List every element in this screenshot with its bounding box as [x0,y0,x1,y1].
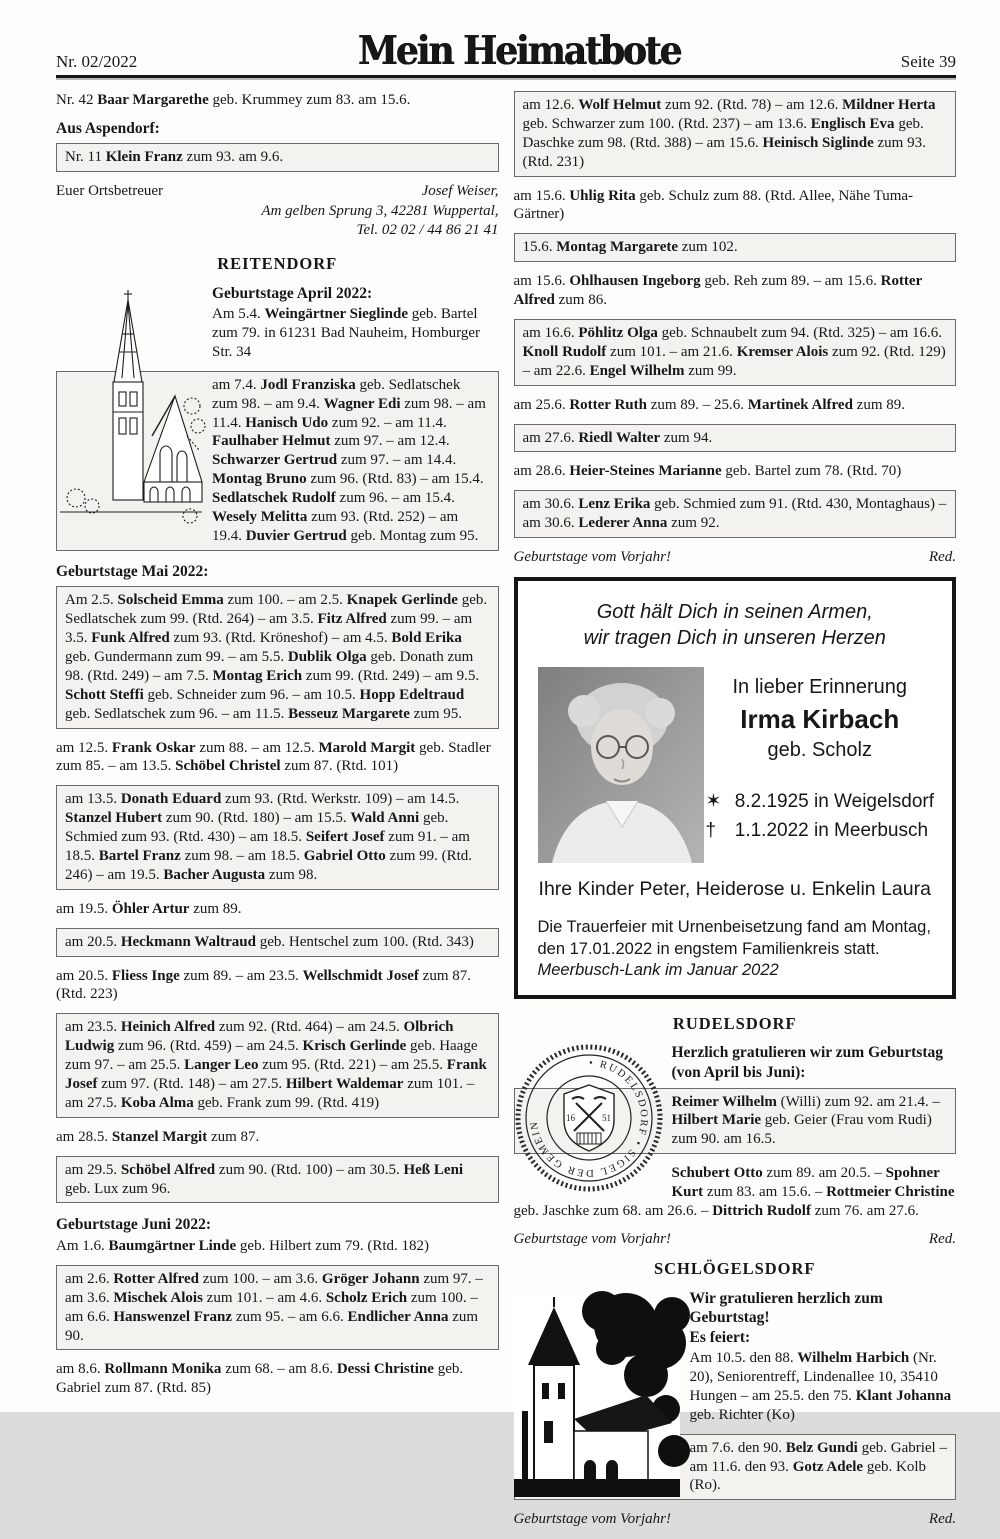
redaktion-signature: Red. [928,1230,956,1247]
seal-year-left: 16 [565,1113,575,1124]
rudelsdorf-entries: Schubert Otto zum 89. am 20.5. – Spohner Kurt zum 83. am 15.6. – Rottmeier Christine geb. Jaschke zum 68. am 26.6. – Dittrich Rudolf zum 76. am 27.6. [513,1165,955,1219]
rudelsdorf-heading: Herzlich gratulieren wir zum Geburtstag (von April bis Juni): [671,1044,943,1081]
april-intro: Am 5.4. Weingärtner Sieglinde geb. Bartel zum 79. in 61231 Bad Nauheim, Homburger Str. 34 [212,306,481,360]
memorial-dates [705,787,934,846]
schloegelsdorf-block [514,1289,957,1511]
juni-para-2: am 15.6. Uhlig Rita geb. Schulz zum 88. (Rtd. Allee, Nähe Tuma-Gärtner) [513,187,914,223]
caretaker-label: Euer Ortsbetreuer [56,183,164,200]
memorial-photo [538,667,704,863]
juni-entries: am 2.6. Rotter Alfred zum 100. – am 3.6. Gröger Johann zum 97. – am 3.6. Mischek Alois zum 101. – am 4.6. Scholz Erich zum 100. – am 6.6. Hanswenzel Franz zum 95. – am 6.6. Endlicher Anna zum 90. [65,1270,483,1344]
memorial-intro: In lieber Erinnerung [732,675,908,698]
birthday-box-juni-5 [514,424,957,453]
reitendorf-april-block [56,284,499,561]
juni-intro: Am 1.6. Baumgärtner Linde geb. Hilbert zum 79. (Rtd. 182) [56,1237,430,1254]
schloegelsdorf-church-photo [514,1291,680,1497]
reitendorf-church-illustration [56,286,202,528]
birthday-box-mai-4 [56,1013,499,1117]
birth-star-icon: ✶ [705,790,722,812]
left-column [56,91,499,1539]
vorjahr-note-row-schloegelsdorf [514,1510,957,1529]
vorjahr-note: Geburtstage vom Vorjahr! [513,1230,671,1247]
juni-para-3: am 15.6. Ohlhausen Ingeborg geb. Reh zum 89. – am 15.6. Rotter Alfred zum 86. [513,273,922,309]
mai-entries-3: am 20.5. Heckmann Waltraud geb. Hentschel zum 100. (Rtd. 343) [65,933,474,950]
memorial-funeral-note [534,917,937,981]
section-title-schloegelsdorf: SCHLÖGELSDORF [653,1258,816,1278]
memorial-death-line [705,816,934,845]
schloegelsdorf-entries-boxed: am 7.6. den 90. Belz Gundi geb. Gabriel – am 11.6. den 93. Gotz Adele geb. Kolb (Ro). [689,1439,947,1494]
juni-entries-4: am 16.6. Pöhlitz Olga geb. Schnaubelt zum 94. (Rtd. 325) – am 16.6. Knoll Rudolf zum 101. – am 21.6. Kremser Alois zum 92. (Rtd. 129) – am 22.6. Engel Wilhelm zum 99. [522,325,946,379]
page-header [56,30,956,72]
death-cross-icon: † [705,820,717,842]
caretaker-name: Josef Weiser, [421,183,499,200]
caretaker-phone: Tel. 02 02 / 44 86 21 41 [356,222,499,239]
schloegelsdorf-heading-line2: Es feiert: [689,1328,751,1346]
birthday-box-juni [56,1265,499,1351]
caretaker-street: Am gelben Sprung 3, 42281 Wuppertal, [261,202,499,219]
mai-entries-1: Am 2.5. Solscheid Emma zum 100. – am 2.5. Knapek Gerlinde geb. Sedlatschek zum 99. (Rtd. 264) – am 3.5. Fitz Alfred zum 99. – am 3.5. Funk Alfred zum 93. (Rtd. Kröneshof) – am 4.5. Bold Erika geb. Gundermann zum 99. – am 5.5. Dublik Olga geb. Donath zum 98. (Rtd. 249) – am 7.5. Montag Erich zum 99. (Rtd. 249) – am 9.5. Schott Steffi geb. Schneider zum 96. – am 10.5. Hopp Edeltraud geb. Sedlatschek zum 96. – am 11.5. Besseuz Margarete zum 95. [65,592,488,722]
memorial-verse-line2: wir tragen Dich in unseren Herzen [583,627,886,650]
birthday-box-mai-5 [56,1156,499,1204]
memorial-verse-line1: Gott hält Dich in seinen Armen, [596,601,873,624]
memorial-place-date: Meerbusch-Lank im Januar 2022 [537,961,779,980]
seal-ring-text: • RUDELSDORF • SIGEL DER GEMEIN [528,1058,649,1179]
birthday-box-mai-1 [56,586,499,728]
juni-para-5: am 28.6. Heier-Steines Marianne geb. Bartel zum 78. (Rtd. 70) [513,463,902,480]
rudelsdorf-entries-boxed: Reimer Wilhelm (Willi) zum 92. am 21.4. – Hilbert Marie geb. Geier (Frau vom Rudi) zum 90. am 16.5. [671,1093,941,1148]
memorial-maiden-name: geb. Scholz [767,738,872,761]
vorjahr-note: Geburtstage vom Vorjahr! [513,1511,671,1528]
memorial-name: Irma Kirbach [740,704,900,734]
redaktion-signature: Red. [928,1511,956,1528]
section-title-reitendorf: REITENDORF [217,253,338,273]
entry-klein: Nr. 11 Klein Franz zum 93. am 9.6. [65,149,284,166]
page-number: Seite 39 [900,52,956,71]
juni-heading: Geburtstage Juni 2022: [56,1216,211,1234]
rudelsdorf-block [514,1043,957,1229]
content-columns [56,91,956,1539]
issue-number: Nr. 02/2022 [56,52,138,71]
birthday-box-mai-2 [56,785,499,889]
vorjahr-note-row [514,548,957,567]
memorial-family-line: Ihre Kinder Peter, Heiderose u. Enkelin Laura [538,877,931,900]
birthday-box-mai-3 [56,928,499,957]
right-column [514,91,957,1539]
header-rule [56,75,956,78]
memorial-birth-line [705,787,934,816]
juni-para-4: am 25.6. Rotter Ruth zum 89. – 25.6. Martinek Alfred zum 89. [513,396,905,413]
mai-entries-2: am 13.5. Donath Eduard zum 93. (Rtd. Werkstr. 109) – am 14.5. Stanzel Hubert zum 90. (Rtd. 180) – am 15.5. Wald Anni geb. Schmied zum 93. (Rtd. 430) – am 18.5. Seifert Josef zum 91. – am 18.5. Bartel Franz zum 98. – am 18.5. Gabriel Otto zum 99. (Rtd. 246) – am 19.5. Bacher Augusta zum 98. [65,791,473,883]
juni-entries-3: 15.6. Montag Margarete zum 102. [522,239,738,256]
juni-entries-5: am 27.6. Riedl Walter zum 94. [522,429,713,446]
memorial-notice [514,577,957,999]
entry-baar: Nr. 42 Baar Margarethe geb. Krummey zum 83. am 15.6. [56,92,411,108]
mai-para-3: am 20.5. Fliess Inge zum 89. – am 23.5. Wellschmidt Josef zum 87. (Rtd. 223) [56,967,471,1003]
vorjahr-note: Geburtstage vom Vorjahr! [513,549,671,566]
mai-entries-4: am 23.5. Heinich Alfred zum 92. (Rtd. 464) – am 24.5. Olbrich Ludwig zum 96. (Rtd. 459) – am 24.5. Krisch Gerlinde geb. Haage zum 97. – am 25.5. Langer Leo zum 95. (Rtd. 221) – am 25.5. Frank Josef zum 97. (Rtd. 148) – am 27.5. Hilbert Waldemar zum 101. – am 27.5. Koba Alma geb. Frank zum 99. (Rtd. 419) [65,1019,487,1111]
masthead-title: Mein Heimatbote [357,28,681,74]
juni-para: am 8.6. Rollmann Monika zum 68. – am 8.6. Dessi Christine geb. Gabriel zum 87. (Rtd. 85) [56,1361,464,1397]
mai-heading: Geburtstage Mai 2022: [56,562,209,580]
birthday-box-juni-4 [514,319,957,386]
birthday-box-klein [56,143,499,172]
mai-para-4: am 28.5. Stanzel Margit zum 87. [56,1128,260,1145]
caretaker-block [56,182,499,241]
memorial-verse [534,599,937,652]
schloegelsdorf-heading-line1: Wir gratulieren herzlich zum Geburtstag! [689,1289,883,1327]
redaktion-signature: Red. [928,549,956,566]
juni-entries-2: am 12.6. Wolf Helmut zum 92. (Rtd. 78) – am 12.6. Mildner Herta geb. Schwarzer zum 100. (Rtd. 237) – am 13.6. Englisch Eva geb. Daschke zum 98. (Rtd. 388) – am 15.6. Heinisch Siglinde zum 93. (Rtd. 231) [522,97,936,170]
seal-year-right: 51 [601,1113,611,1124]
memorial-body [534,667,937,863]
schloegelsdorf-entries: Am 10.5. den 88. Wilhelm Harbich (Nr. 20), Seniorentreff, Lindenallee 10, 35410 Hungen – am 25.5. den 75. Klant Johanna geb. Richter (Ko) [689,1350,952,1423]
memorial-funeral-text: Die Trauerfeier mit Urnenbeisetzung fand am Montag, den 17.01.2022 in engstem Familienkreis statt. [537,918,931,958]
mai-para-1: am 12.5. Frank Oskar zum 88. – am 12.5. Marold Margit geb. Stadler zum 85. – am 13.5. Schöbel Christel zum 87. (Rtd. 101) [56,739,491,775]
rudelsdorf-seal [514,1043,664,1193]
section-title-rudelsdorf: RUDELSDORF [672,1013,797,1033]
mai-entries-5: am 29.5. Schöbel Alfred zum 90. (Rtd. 100) – am 30.5. Heß Leni geb. Lux zum 96. [65,1161,464,1197]
juni-entries-6: am 30.6. Lenz Erika geb. Schmied zum 91. (Rtd. 430, Montaghaus) – am 30.6. Lederer Anna zum 92. [522,496,947,532]
birthday-box-juni-2 [514,91,957,177]
aspendorf-heading: Aus Aspendorf: [56,119,160,137]
vorjahr-note-row-rudelsdorf [514,1230,957,1249]
mai-para-2: am 19.5. Öhler Artur zum 89. [56,900,242,917]
memorial-info [704,667,937,863]
april-entries: am 7.4. Jodl Franziska geb. Sedlatschek zum 98. – am 9.4. Wagner Edi zum 98. – am 11.4. Hanisch Udo zum 92. – am 11.4. Faulhaber Helmut zum 97. – am 12.4. Schwarzer Gertrud zum 97. – am 14.4. Montag Bruno zum 96. (Rtd. 83) – am 15.4. Sedlatschek Rudolf zum 96. – am 15.4. Wesely Melitta zum 93. (Rtd. 252) – am 19.4. Duvier Gertrud geb. Montag zum 95. [212,376,486,544]
memorial-birth-text: 8.2.1925 in Weigelsdorf [734,790,935,812]
birthday-box-juni-6 [514,490,957,538]
memorial-death-text: 1.1.2022 in Meerbusch [734,820,929,842]
birthday-box-juni-3 [514,233,957,262]
april-heading: Geburtstage April 2022: [212,284,373,302]
